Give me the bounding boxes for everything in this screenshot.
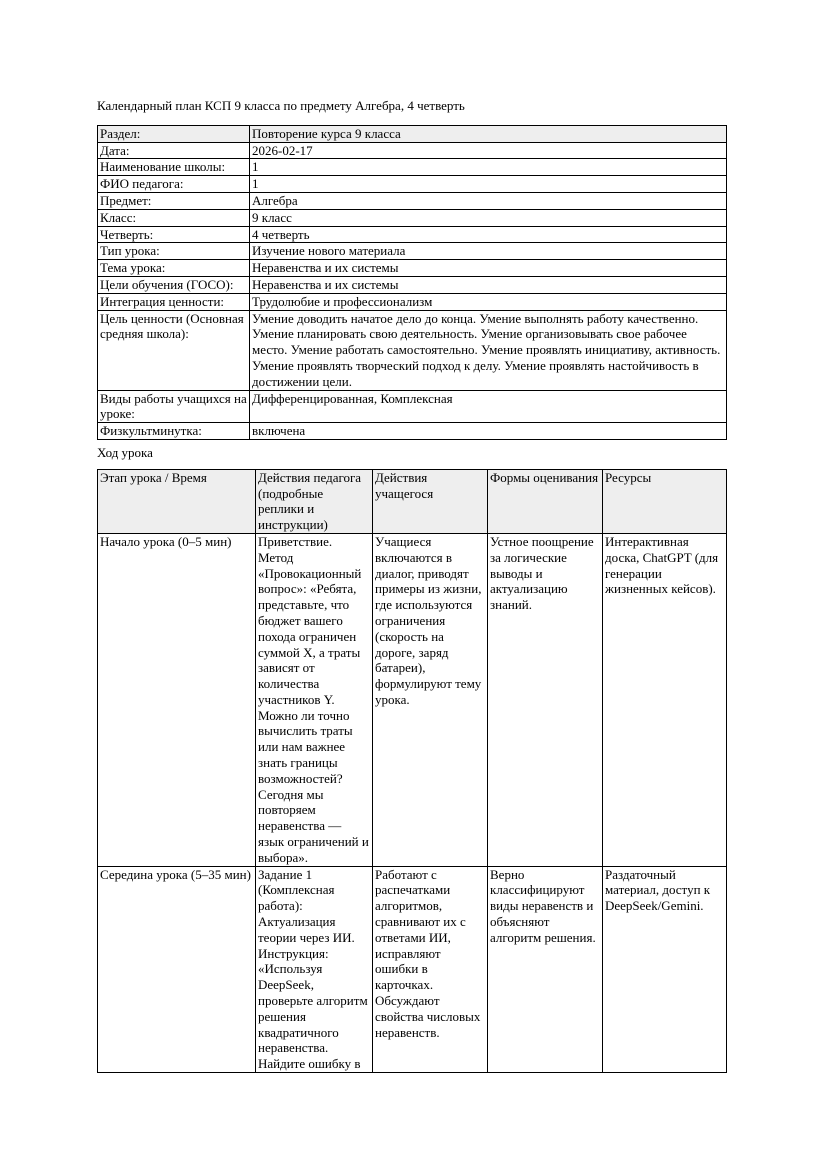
- info-row-section: [98, 125, 727, 142]
- info-label: Класс:: [98, 209, 250, 226]
- info-label: Тема урока:: [98, 260, 250, 277]
- info-label: Физкультминутка:: [98, 423, 250, 440]
- course-flow-heading: Ход урока: [97, 444, 153, 460]
- cell-resources: Интерактивная доска, ChatGPT (для генерации жизненных кейсов).: [603, 533, 727, 866]
- lesson-row-start: [98, 533, 727, 866]
- lesson-flow-table: [97, 469, 727, 1073]
- info-label: Тип урока:: [98, 243, 250, 260]
- info-label: Цели обучения (ГОСО):: [98, 276, 250, 293]
- info-label: Виды работы учащихся на уроке:: [98, 390, 250, 423]
- info-row-goals: [98, 276, 727, 293]
- info-value: 4 четверть: [250, 226, 727, 243]
- info-label: Четверть:: [98, 226, 250, 243]
- cell-teacher-actions: Приветствие. Метод «Провокационный вопрос»: «Ребята, представьте, что бюджет вашего похода ограничен суммой X, а траты зависят от количества участников Y. Можно ли точно вычислить траты или нам важнее знать границы возможностей? Сегодня мы повторяем неравенства — язык ограничений и выбора».: [256, 533, 373, 866]
- info-value: Неравенства и их системы: [250, 260, 727, 277]
- lesson-info-table: [97, 125, 727, 440]
- cell-student-actions: Учащиеся включаются в диалог, приводят примеры из жизни, где используются ограничения (скорость на дороге, заряд батареи), формулируют тему урока.: [373, 533, 488, 866]
- info-row-values-goal: [98, 310, 727, 390]
- info-label: Наименование школы:: [98, 159, 250, 176]
- info-value: Трудолюбие и профессионализм: [250, 293, 727, 310]
- info-value: 1: [250, 176, 727, 193]
- info-value: 2026-02-17: [250, 142, 727, 159]
- header-teacher-actions: Действия педагога (подробные реплики и инструкции): [256, 469, 373, 533]
- cell-teacher-actions: Задание 1 (Комплексная работа): Актуализация теории через ИИ. Инструкция: «Используя DeepSeek, проверьте алгоритм решения квадратичного неравенства. Найдите ошибку в: [256, 866, 373, 1072]
- info-value: 1: [250, 159, 727, 176]
- info-row-lesson-type: [98, 243, 727, 260]
- info-label: Интеграция ценности:: [98, 293, 250, 310]
- info-row-values-integration: [98, 293, 727, 310]
- info-value: Умение доводить начатое дело до конца. Умение выполнять работу качественно. Умение планировать свою деятельность. Умение организовывать свое рабочее место. Умение работать самостоятельно. Умение проявлять инициативу, активность. Умение проявлять творческий подход к делу. Умение проявлять настойчивость в достижении цели.: [250, 310, 727, 390]
- info-row-date: [98, 142, 727, 159]
- info-row-lesson-topic: [98, 260, 727, 277]
- info-value: Дифференцированная, Комплексная: [250, 390, 727, 423]
- header-resources: Ресурсы: [603, 469, 727, 533]
- info-label: Раздел:: [98, 125, 250, 142]
- info-value: Изучение нового материала: [250, 243, 727, 260]
- info-value: Повторение курса 9 класса: [250, 125, 727, 142]
- info-row-work-types: [98, 390, 727, 423]
- info-label: Дата:: [98, 142, 250, 159]
- cell-stage: Середина урока (5–35 мин): [98, 866, 256, 1072]
- cell-student-actions: Работают с распечатками алгоритмов, сравнивают их с ответами ИИ, исправляют ошибки в карточках. Обсуждают свойства числовых неравенств.: [373, 866, 488, 1072]
- document-title: Календарный план КСП 9 класса по предмету Алгебра, 4 четверть: [97, 98, 465, 113]
- cell-assessment: Устное поощрение за логические выводы и актуализацию знаний.: [488, 533, 603, 866]
- info-label: Цель ценности (Основная средняя школа):: [98, 310, 250, 390]
- info-row-pe-break: [98, 423, 727, 440]
- info-row-school: [98, 159, 727, 176]
- info-value: включена: [250, 423, 727, 440]
- lesson-row-middle: [98, 866, 727, 1072]
- cell-stage: Начало урока (0–5 мин): [98, 533, 256, 866]
- header-assessment-forms: Формы оценивания: [488, 469, 603, 533]
- lesson-table-header-row: [98, 469, 727, 533]
- info-label: ФИО педагога:: [98, 176, 250, 193]
- cell-assessment: Верно классифицируют виды неравенств и объясняют алгоритм решения.: [488, 866, 603, 1072]
- cell-resources: Раздаточный материал, доступ к DeepSeek/Gemini.: [603, 866, 727, 1072]
- info-value: Неравенства и их системы: [250, 276, 727, 293]
- info-row-subject: [98, 192, 727, 209]
- info-row-teacher-name: [98, 176, 727, 193]
- info-value: 9 класс: [250, 209, 727, 226]
- info-row-grade: [98, 209, 727, 226]
- header-stage-time: Этап урока / Время: [98, 469, 256, 533]
- header-student-actions: Действия учащегося: [373, 469, 488, 533]
- info-value: Алгебра: [250, 192, 727, 209]
- info-label: Предмет:: [98, 192, 250, 209]
- info-row-quarter: [98, 226, 727, 243]
